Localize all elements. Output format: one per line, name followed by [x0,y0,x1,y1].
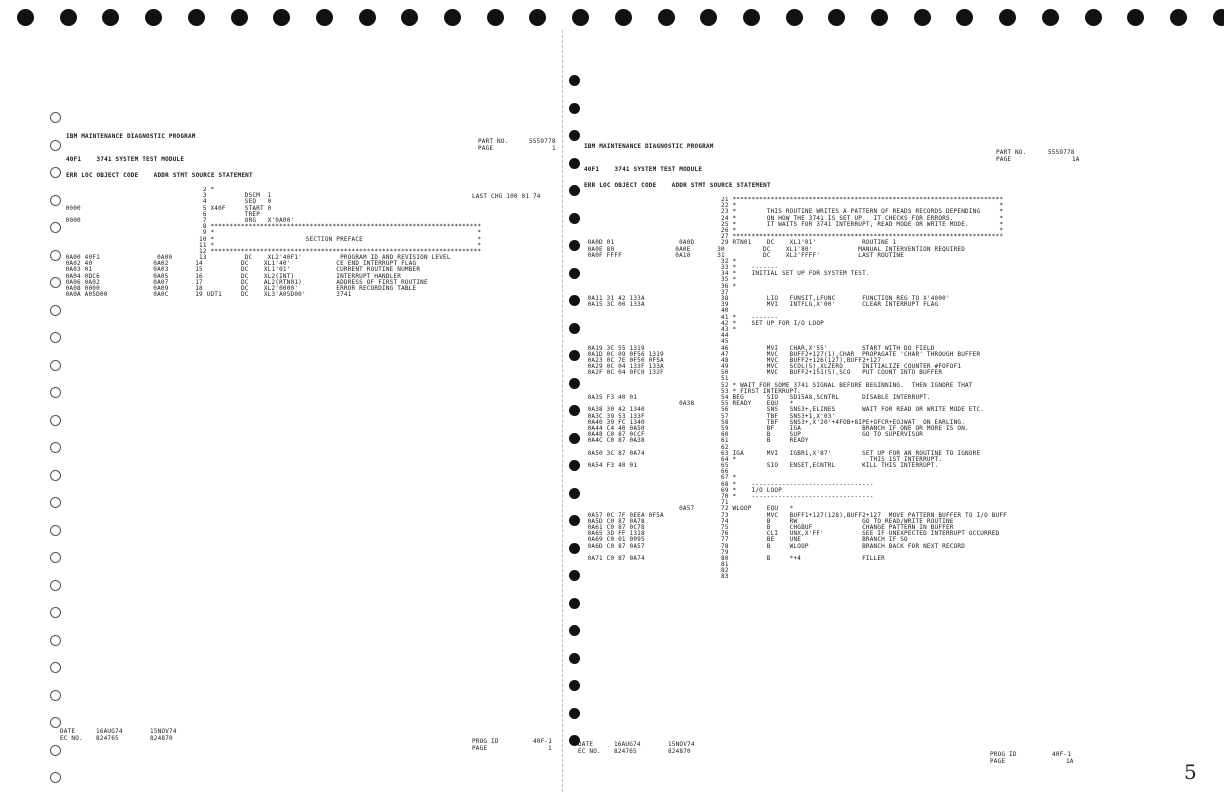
listing-line: 0A48 C0 87 0CCF 60 B SUP GO TO SUPERVISOR [580,431,924,439]
margin-hole [569,570,580,581]
listing-line: 0A0A A05D00 0A0C 19 UDT1 DC XL3'A05D00' 3741 [58,291,352,299]
feed-hole [487,9,504,26]
margin-hole [50,470,61,481]
feed-hole [956,9,973,26]
listing-line: 41 * ------- [580,313,779,321]
listing-line: 35 * [580,276,737,284]
listing-line: 40 [580,307,729,315]
feed-hole [743,9,760,26]
feed-hole [102,9,119,26]
module-title: 40F1 3741 SYSTEM TEST MODULE [584,166,703,173]
listing-line: 83 [580,573,729,581]
feed-hole [828,9,845,26]
listing-line: 71 [580,499,729,507]
listing-line: 34 * INITIAL SET UP FOR SYSTEM TEST. [580,270,870,278]
listing-line: 9 * * [58,229,482,237]
listing-line: 44 [580,332,729,340]
listing-line: 0A5D C0 87 0A78 74 B RW GO TO READ/WRITE ROUTINE [580,517,954,525]
margin-hole [50,525,61,536]
listing-line: 32 * [580,257,737,265]
listing-line: 0A19 3C 55 1319 46 MVI CHAR,X'55' START WITH DO FIELD [580,344,935,352]
part-no-label: PART NO. [996,149,1027,156]
margin-hole [569,103,580,114]
footer-page-number: 1 [548,745,552,752]
listing-line: 0A00 40F1 0A00 13 DC XL2'40F1' PROGRAM ID AND REVISION LEVEL [58,254,451,262]
listing-line: 21 *********************************************************************** [580,197,1004,203]
listing-line: 11 * * [58,241,482,249]
date-a: 16AUG74 [96,728,123,735]
handwritten-page-mark: 5 [1184,760,1197,784]
listing-line: 0A40 39 FC 1340 58 TBF SNS3+,X'20'+4FOB+8IPE+OFCR+EOJWAT ON EARLING. [580,418,966,426]
footer-page-label: PAGE [472,745,488,752]
feed-hole [316,9,333,26]
listing-line: 23 * THIS ROUTINE WRITES A PATTERN OF READS RECORDS DEPENDING * [580,208,1004,216]
listing-line: 0A4C C0 87 0A38 61 B READY [580,437,809,445]
footer-page-label: PAGE [990,758,1006,765]
listing-line: 33 * ------- [580,264,779,272]
margin-hole [569,185,580,196]
margin-hole [50,552,61,563]
feed-hole [188,9,205,26]
listing-line: 0A38 30 42 1340 56 SNS SNS3+,ELINES WAIT FOR READ OR WRITE MODE ETC. [580,406,985,414]
listing-line: 0A23 0C 7E 0F50 0F5A 48 MVC BUFF2+126(127),BUFF2+127 [580,356,882,364]
page-fold-line [562,30,563,792]
ec-a: 824765 [96,735,119,742]
listing-line: 0A44 C4 40 0A50 59 BF IGA BRANCH IF ONE OR MORE IS ON. [580,424,969,432]
margin-hole [569,488,580,499]
listing-line: 0A50 3C 87 0A74 63 IGA MVI IGBR1,X'87' SET UP FOR AN ROUTINE TO IGNORE [580,449,981,457]
listing-line: 4 SEQ 0 [58,198,272,206]
right-source-lines [580,197,1088,581]
feed-hole [273,9,290,26]
page-number: 1A [1072,156,1080,163]
listing-line: 70 * -------------------------------- [580,493,874,500]
margin-hole [50,442,61,453]
feed-hole [529,9,546,26]
margin-hole [50,332,61,343]
prog-id: 40F-1 [1052,751,1072,758]
margin-hole [569,433,580,444]
feed-hole [359,9,376,26]
margin-hole [569,708,580,719]
ec-b: 824870 [150,735,173,742]
last-change: LAST CHG 100 01 74 [472,193,541,200]
listing-line: 0A11 31 42 133A 38 LIO FUNSIT,LFUNC FUNCTION REG TO X'4000' [580,295,950,302]
footer-page-number: 1A [1066,758,1074,765]
listing-line: 0000 5 X40F START 0 [58,204,272,212]
margin-hole [50,607,61,618]
listing-line: 37 [580,288,729,296]
date-a: 16AUG74 [614,741,641,748]
ec-b: 824870 [668,748,691,755]
page-number: 1 [552,145,556,152]
column-headings: ERR LOC OBJECT CODE ADDR STMT SOURCE STATEMENT [584,182,771,189]
page-label: PAGE [996,156,1012,163]
margin-hole [50,745,61,756]
listing-line: 0A38 55 READY EQU * [580,400,794,408]
listing-line: 0A54 F3 40 01 65 SIO ENSET,ECNTRL KILL THIS INTERRUPT. [580,462,939,470]
listing-line: 52 * WAIT FOR SOME 3741 SIGNAL BEFORE BEGINNING. THEN IGNORE THAT [580,381,973,389]
margin-hole [569,350,580,361]
margin-hole [569,625,580,636]
listing-line: 45 [580,338,729,346]
listing-line: 68 * -------------------------------- [580,480,874,488]
prog-id-label: PROG ID [990,751,1017,758]
margin-hole [569,378,580,389]
feed-hole [1213,9,1224,26]
margin-hole [569,240,580,251]
feed-hole [914,9,931,26]
listing-line: 0A69 C0 01 0095 77 BE UNE BRANCH IF SO [580,536,908,544]
margin-hole [50,772,61,783]
margin-hole [50,167,61,178]
listing-line: 0A1D 0C 09 0F56 1319 47 MVC BUFF2+127(1),CHAR PROPAGATE 'CHAR' THROUGH BUFFER [580,350,981,358]
margin-hole [569,653,580,664]
margin-hole [50,497,61,508]
margin-hole [50,112,61,123]
feed-hole [871,9,888,26]
date-label: DATE [578,741,594,748]
listing-line: 12 *********************************************************************** [58,247,482,255]
listing-line: 0A03 01 0A03 15 DC XL1'01' CURRENT ROUTINE NUMBER [58,266,421,274]
listing-line: 0A65 3D FF 1318 76 CLI UNX,X'FF' SEE IF UNEXPECTED INTERRUPT OCCURRED [580,530,1000,538]
listing-line: 10 * SECTION PREFACE * [58,235,482,243]
prog-id-label: PROG ID [472,738,499,745]
margin-hole [569,158,580,169]
tractor-feed-holes [0,0,1224,36]
feed-hole [658,9,675,26]
margin-hole [569,323,580,334]
margin-hole [569,213,580,224]
margin-hole [569,598,580,609]
feed-hole [1042,9,1059,26]
margin-hole [569,268,580,279]
page-label: PAGE [478,145,494,152]
feed-hole [17,9,34,26]
feed-hole [615,9,632,26]
listing-line: 22 * * [580,202,1004,210]
listing-line: 43 * [580,325,737,333]
program-title: IBM MAINTENANCE DIAGNOSTIC PROGRAM [66,133,196,140]
listing-line: 0A0F FFFF 0A10 31 DC XL2'FFFF' LAST ROUTINE [580,251,905,259]
listing-line: 0A04 0DC6 0A05 16 DC XL2(INT) INTERRUPT HANDLER [58,272,402,280]
listing-line: 0A6D C0 87 0A57 78 B WLOOP BRANCH BACK FOR NEXT RECORD [580,542,966,550]
listing-line: 0A0D 01 0A0D 29 RTN01 DC XL1'01' ROUTINE 1 [580,239,897,247]
listing-line: 0A61 C0 87 0C78 75 B CHGBUF CHANGE PATTERN IN BUFFER [580,523,954,531]
ec-label: EC NO. [578,748,601,755]
listing-line: 53 * FIRST INTERRUPT. [580,387,802,395]
listing-line: 79 [580,548,729,556]
feed-hole [401,9,418,26]
feed-hole [700,9,717,26]
date-b: 15NOV74 [150,728,177,735]
margin-hole [50,140,61,151]
feed-hole [1170,9,1187,26]
margin-hole [50,387,61,398]
program-title: IBM MAINTENANCE DIAGNOSTIC PROGRAM [584,143,714,150]
listing-line: 0A71 C0 87 0A74 80 B *+4 FILLER [580,554,885,562]
part-no-label: PART NO. [478,138,509,145]
margin-hole [569,680,580,691]
listing-line: 42 * SET UP FOR I/O LOOP [580,319,824,327]
ec-a: 824765 [614,748,637,755]
listing-line: 27 *********************************************************************** [580,233,1004,241]
feed-hole [145,9,162,26]
listing-line: 0A02 40 0A02 14 DC XL1'40' CE END INTERRUPT FLAG [58,260,417,268]
date-b: 15NOV74 [668,741,695,748]
margin-hole [50,635,61,646]
listing-line: 25 * IT WAITS FOR 3741 INTERRUPT, READ MODE OR WRITE MODE. * [580,220,1004,228]
margin-hole [50,717,61,728]
listing-line: 64 * THIS 1ST INTERRUPT. [580,455,943,463]
margin-hole [50,690,61,701]
listing-line: 0A57 0C 7F 0EEA 0F5A 73 MVC BUFF1+127(128),BUFF2+127 MOVE PATTERN BUFFER TO I/O BUFF [580,511,1007,519]
feed-hole [231,9,248,26]
listing-line: 0A08 0000 0A09 18 DC XL2'0000' ERROR RECORDING TABLE [58,285,417,292]
feed-hole [444,9,461,26]
listing-line: 3 DSCM 1 [58,192,272,200]
listing-line: 24 * ON HOW THE 3741 IS SET UP. IT CHECKS FOR ERRORS. * [580,214,1004,222]
margin-hole [50,360,61,371]
margin-hole [569,460,580,471]
listing-line: 51 [580,375,729,383]
feed-hole [1127,9,1144,26]
margin-hole [50,415,61,426]
module-title: 40F1 3741 SYSTEM TEST MODULE [66,156,185,163]
feed-hole [999,9,1016,26]
listing-line: 0A06 0A02 0A07 17 DC AL2(RTN01) ADDRESS OF FIRST ROUTINE [58,278,428,286]
listing-line: 67 * [580,474,737,482]
date-label: DATE [60,728,76,735]
margin-hole [569,295,580,306]
part-no: 5559778 [529,138,556,145]
listing-line: 69 * I/O LOOP [580,486,783,494]
margin-hole [569,515,580,526]
listing-line: 0A2F 0C 04 0FC0 132F 50 MVC BUFF2+151(5),SCO PUT COUNT INTO BUFFER [580,369,943,377]
feed-hole [786,9,803,26]
listing-line: 82 [580,567,729,575]
margin-hole [569,543,580,554]
margin-hole [50,662,61,673]
listing-line: 66 [580,468,729,476]
listing-line: 6 TREP [58,210,261,218]
margin-hole [50,580,61,591]
ec-label: EC NO. [60,735,83,742]
listing-line: 0A15 3C 00 133A 39 MVI INTFLG,X'00' CLEAR INTERRUPT FLAG [580,301,939,309]
listing-line: 36 * [580,282,737,290]
listing-line: 81 [580,561,729,569]
left-source-lines [58,187,562,298]
margin-hole [569,75,580,86]
listing-line: 2 * [58,187,215,193]
listing-line: 0A0E 80 0A0E 30 DC XL1'80' MANUAL INTERVENTION REQUIRED [580,245,966,253]
listing-line: 0A29 0C 04 133F 133A 49 MVC SCOL(5),XLZERO INITIALIZE COUNTER #FOFOF1 [580,363,962,371]
margin-hole [569,130,580,141]
feed-hole [572,9,589,26]
feed-hole [1085,9,1102,26]
listing-line: 0A3C 39 53 133F 57 TBF SNS3+1,X'03' [580,412,836,420]
listing-line: 26 * * [580,226,1004,234]
margin-hole [569,405,580,416]
prog-id: 40F-1 [533,738,553,745]
listing-line: 0A35 F3 40 01 54 BEG SIO SD15A8,SCNTRL DISABLE INTERRUPT. [580,394,931,401]
listing-line: 62 [580,443,729,451]
part-no: 5559778 [1048,149,1075,156]
column-headings: ERR LOC OBJECT CODE ADDR STMT SOURCE STATEMENT [66,172,253,179]
listing-line: 0000 7 ORG X'0A00' [58,216,295,224]
margin-hole [50,305,61,316]
listing-line: 8 *********************************************************************** [58,223,482,231]
listing-line: 0A57 72 WLOOP EQU * [580,505,794,513]
feed-hole [60,9,77,26]
